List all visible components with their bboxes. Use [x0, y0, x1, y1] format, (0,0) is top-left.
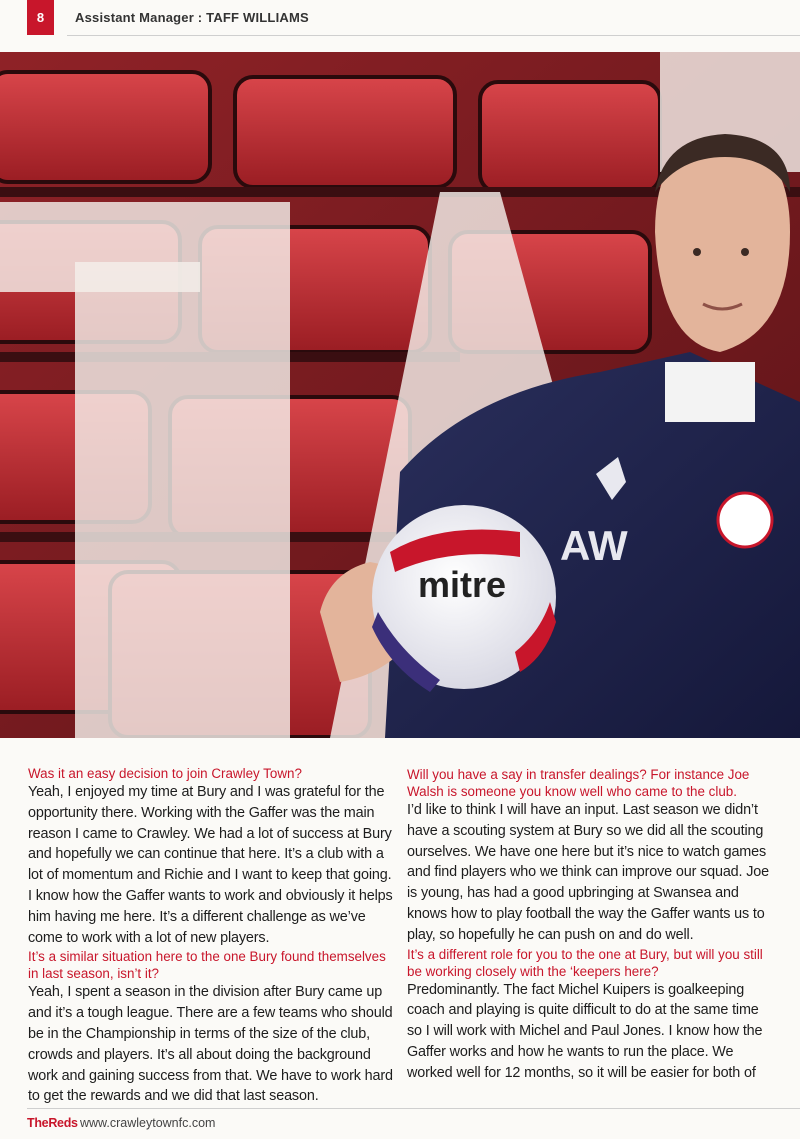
ball-brand-logo: mitre [418, 564, 507, 605]
page-header [0, 0, 800, 40]
page-title: Assistant Manager : TAFF WILLIAMS [75, 10, 309, 25]
footer-url[interactable]: www.crawleytownfc.com [80, 1116, 216, 1130]
stadium-seats-photo [0, 52, 800, 738]
interview-answer: Yeah, I spent a season in the division after Bury came up and it’s a tough league. There are a few teams who should be in the Championship in terms of the size of the club, crowds and players. It’s all about doing the background work and gaining success from that. We have to work hard to get the rewards and we did that last season. [28, 984, 393, 1105]
footer-divider [27, 1108, 800, 1109]
footer-brand: TheReds [27, 1116, 78, 1130]
interview-answer: I’d like to think I will have an input. Last season we didn’t have a scouting system at Bury so we did all the scouting ourselves. We have one here but it’s nice to watch games and find players who we think can improve our squad. Joe is young, has had a good upbringing at Swansea and knows how to play football the way the Gaffer wants us to play, so hopefully he can push on and do well. [407, 802, 769, 943]
interview-question: It’s a similar situation here to the one Bury found themselves in last season, isn’t it? [28, 949, 386, 982]
interview-answer: Yeah, I enjoyed my time at Bury and I was grateful for the opportunity there. Working with the Gaffer was the main reason I came to Crawley. We had a lot of success at Bury and hopefully we can continue that here. It’s a club with a lot of momentum and Richie and I want to keep that going. I know how the Gaffer wants to work and obviously it helps him having me here. It’s a different challenge as we’ve come to work with a lot of new players. [28, 784, 393, 946]
club-crest-icon [718, 493, 772, 547]
interview-question: It’s a different role for you to the one at Bury, but will you still be working closely with the ‘keepers here? [407, 946, 763, 979]
header-divider [67, 35, 800, 36]
interview-answer: Predominantly. The fact Michel Kuipers is goalkeeping coach and playing is quite difficult to do at the same time so I will work with Michel and Paul Jones. I know how the Gaffer works and how he wants to run the place. We worked well for 12 months, so it will be easier for both of [407, 981, 763, 1081]
interview-question: Will you have a say in transfer dealings? For instance Joe Walsh is someone you know well who came to the club. [407, 767, 750, 799]
shirt-initials: AW [560, 522, 628, 569]
page-number: 8 [27, 0, 54, 35]
feature-photo [0, 52, 800, 738]
article-column-left [28, 763, 398, 1107]
interview-question: Was it an easy decision to join Crawley Town? [28, 766, 302, 781]
football-image [372, 505, 556, 692]
article-column-right [407, 766, 777, 1084]
